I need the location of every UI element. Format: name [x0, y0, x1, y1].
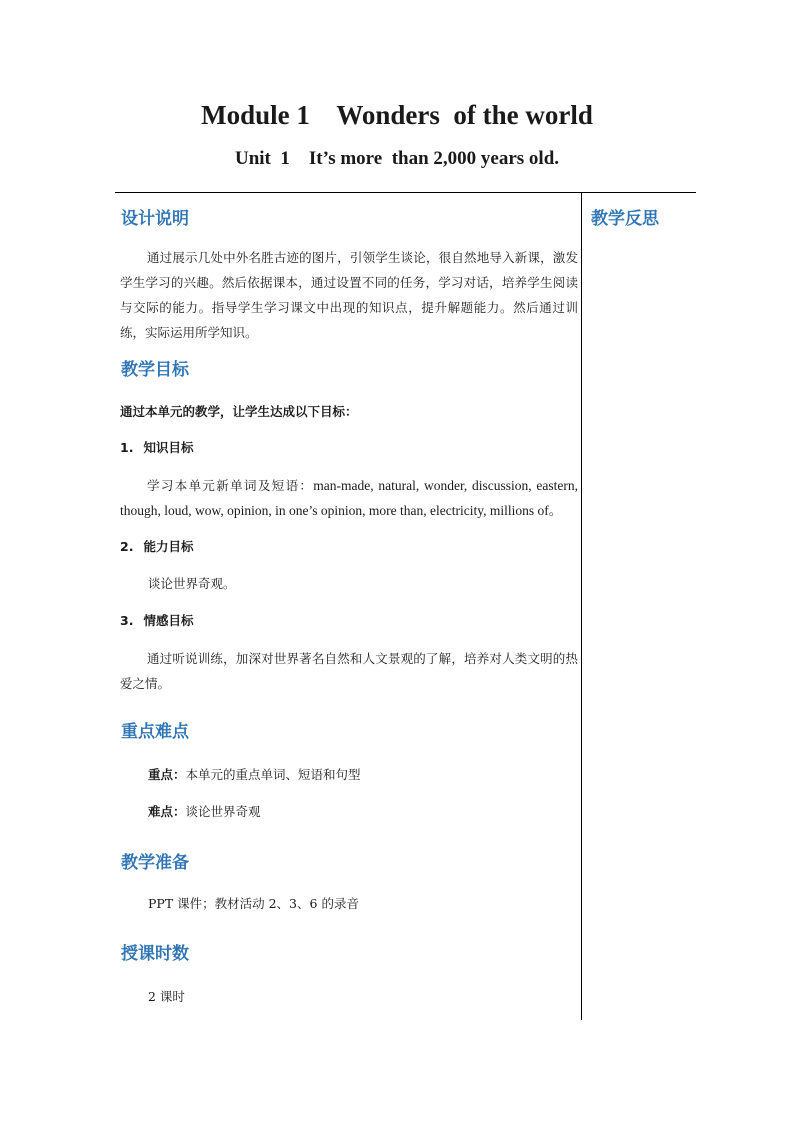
hours-heading: 授课时数 — [121, 944, 189, 964]
column-divider — [581, 192, 582, 1020]
design-text: 通过展示几处中外名胜古迹的图片，引领学生谈论，很自然地导入新课，激发学生学习的兴趣。然后依据课本，通过设置不同的任务，学习对话，培养学生阅读与交际的能力。指导学生学习课文中出现的知识点，提升解题能力。然后通过训练，实际运用所学知识。 — [120, 250, 578, 340]
prep-text: PPT 课件；教材活动 2、3、6 的录音 — [148, 896, 359, 911]
difficulty-row — [148, 802, 261, 820]
goal-3-label: 情感目标 — [143, 613, 194, 628]
goal-1-prefix: 学习本单元新单词及短语： — [147, 478, 314, 493]
goal-2-label: 能力目标 — [143, 539, 194, 554]
goal-1-title — [120, 438, 193, 456]
reflection-heading: 教学反思 — [591, 209, 659, 229]
goal-3-number: 3. — [120, 613, 134, 628]
goal-3-text: 通过听说训练，加深对世界著名自然和人文景观的了解，培养对人类文明的热爱之情。 — [120, 651, 578, 691]
hours-text: 2 课时 — [148, 989, 185, 1004]
goal-1-label: 知识目标 — [143, 440, 194, 455]
focus-row — [148, 765, 361, 783]
keypoints-heading: 重点难点 — [121, 722, 189, 742]
focus-label: 重点： — [148, 767, 186, 782]
difficulty-label: 难点： — [148, 804, 186, 819]
goal-1-number: 1. — [120, 440, 134, 455]
goal-2-title — [120, 537, 193, 555]
goals-heading: 教学目标 — [121, 360, 189, 380]
unit-subtitle: Unit 1 It’s more than 2,000 years old. — [234, 148, 560, 169]
goals-lead: 通过本单元的教学，让学生达成以下目标： — [120, 404, 358, 419]
goal-1-words: man-made, natural, wonder, discussion, eastern, though, loud, wow, opinion, in one’s opinion, more than, electricity, millions of。 — [120, 478, 578, 518]
goal-3-title — [120, 611, 193, 629]
goal-1-text — [120, 473, 578, 523]
goal-2-text: 谈论世界奇观。 — [148, 576, 236, 591]
goal-2-number: 2. — [120, 539, 134, 554]
difficulty-text: 谈论世界奇观 — [185, 804, 261, 819]
focus-text: 本单元的重点单词、短语和句型 — [185, 767, 361, 782]
design-heading: 设计说明 — [121, 209, 189, 229]
table-top-border — [115, 192, 696, 193]
module-title: Module 1 Wonders of the world — [201, 100, 593, 130]
prep-heading: 教学准备 — [121, 853, 189, 873]
